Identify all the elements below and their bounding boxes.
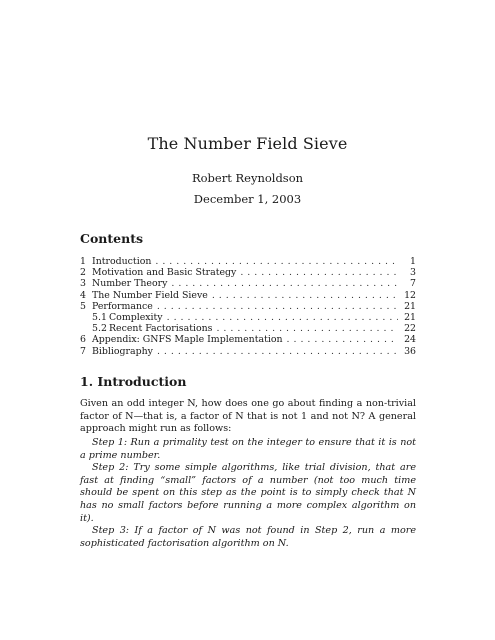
step-paragraph: Step 2: Try some simple algorithms, like trial division, that are fast at finding “small” factors of a number (not too much time should be spent on this step as the point is to simply check that N has no small factors before running a more complex algorithm on it). xyxy=(80,462,416,524)
toc-entry-number: 5 xyxy=(80,300,86,312)
toc-entry-leader xyxy=(216,323,398,334)
toc-entry-number: 7 xyxy=(80,345,86,357)
toc-entry-leader xyxy=(157,301,398,312)
table-of-contents xyxy=(80,256,416,357)
toc-entry-page: 7 xyxy=(410,278,416,290)
toc-entry-leader xyxy=(167,312,398,323)
toc-entry-label: Recent Factorisations xyxy=(109,323,213,335)
toc-entry-leader xyxy=(240,267,398,278)
toc-entry-label: Introduction xyxy=(92,256,152,267)
toc-entry-page: 36 xyxy=(404,345,416,357)
toc-entry[interactable] xyxy=(80,256,416,267)
toc-entry-leader xyxy=(155,256,398,267)
toc-entry-label: Motivation and Basic Strategy xyxy=(92,267,237,279)
toc-entry-page: 12 xyxy=(404,289,416,301)
toc-entry[interactable] xyxy=(80,278,416,289)
step-paragraph: Step 1: Run a primality test on the integer to ensure that it is not a prime number. xyxy=(80,437,416,461)
toc-entry-label: Appendix: GNFS Maple Implementation xyxy=(92,334,283,346)
toc-entry-number: 2 xyxy=(80,267,86,279)
document-author: Robert Reynoldson xyxy=(191,171,304,185)
toc-entry-number: 4 xyxy=(80,289,86,301)
toc-entry-leader xyxy=(171,278,398,289)
document-title: The Number Field Sieve xyxy=(147,134,348,153)
toc-entry[interactable] xyxy=(80,301,416,312)
toc-entry-page: 21 xyxy=(404,300,416,312)
toc-entry-label: Complexity xyxy=(109,311,163,323)
toc-entry-label: Bibliography xyxy=(92,345,153,357)
toc-entry-page: 3 xyxy=(410,267,416,279)
toc-entry[interactable] xyxy=(80,312,416,323)
toc-entry-number: 3 xyxy=(80,278,86,290)
toc-entry-number: 5.1 xyxy=(92,311,107,323)
step-paragraph: Step 3: If a factor of N was not found in Step 2, run a more sophisticated factorisation algorithm on N. xyxy=(80,525,416,549)
toc-entry-label: Number Theory xyxy=(92,278,168,290)
toc-entry-number: 1 xyxy=(80,256,86,267)
toc-entry[interactable] xyxy=(80,290,416,301)
toc-entry[interactable] xyxy=(80,267,416,278)
toc-entry-page: 22 xyxy=(404,323,416,335)
steps-list xyxy=(80,437,416,550)
document-date: December 1, 2003 xyxy=(193,192,302,206)
toc-entry-page: 21 xyxy=(404,311,416,323)
intro-paragraph: Given an odd integer N, how does one go about finding a non-trivial factor of N—that is, a factor of N that is not 1 and not N? A general approach might run as follows: xyxy=(80,398,416,435)
toc-entry[interactable] xyxy=(80,346,416,357)
toc-entry-number: 5.2 xyxy=(92,323,107,335)
toc-entry-label: Performance xyxy=(92,300,153,312)
toc-entry-leader xyxy=(157,346,398,357)
toc-entry-page: 1 xyxy=(410,256,416,267)
section-heading-introduction: 1. Introduction xyxy=(80,374,187,389)
toc-entry[interactable] xyxy=(80,334,416,345)
contents-heading: Contents xyxy=(80,231,144,246)
toc-entry-leader xyxy=(212,290,398,301)
toc-entry[interactable] xyxy=(80,323,416,334)
toc-entry-leader xyxy=(287,334,398,345)
toc-entry-page: 24 xyxy=(404,334,416,346)
toc-entry-label: The Number Field Sieve xyxy=(92,289,208,301)
toc-entry-number: 6 xyxy=(80,334,86,346)
